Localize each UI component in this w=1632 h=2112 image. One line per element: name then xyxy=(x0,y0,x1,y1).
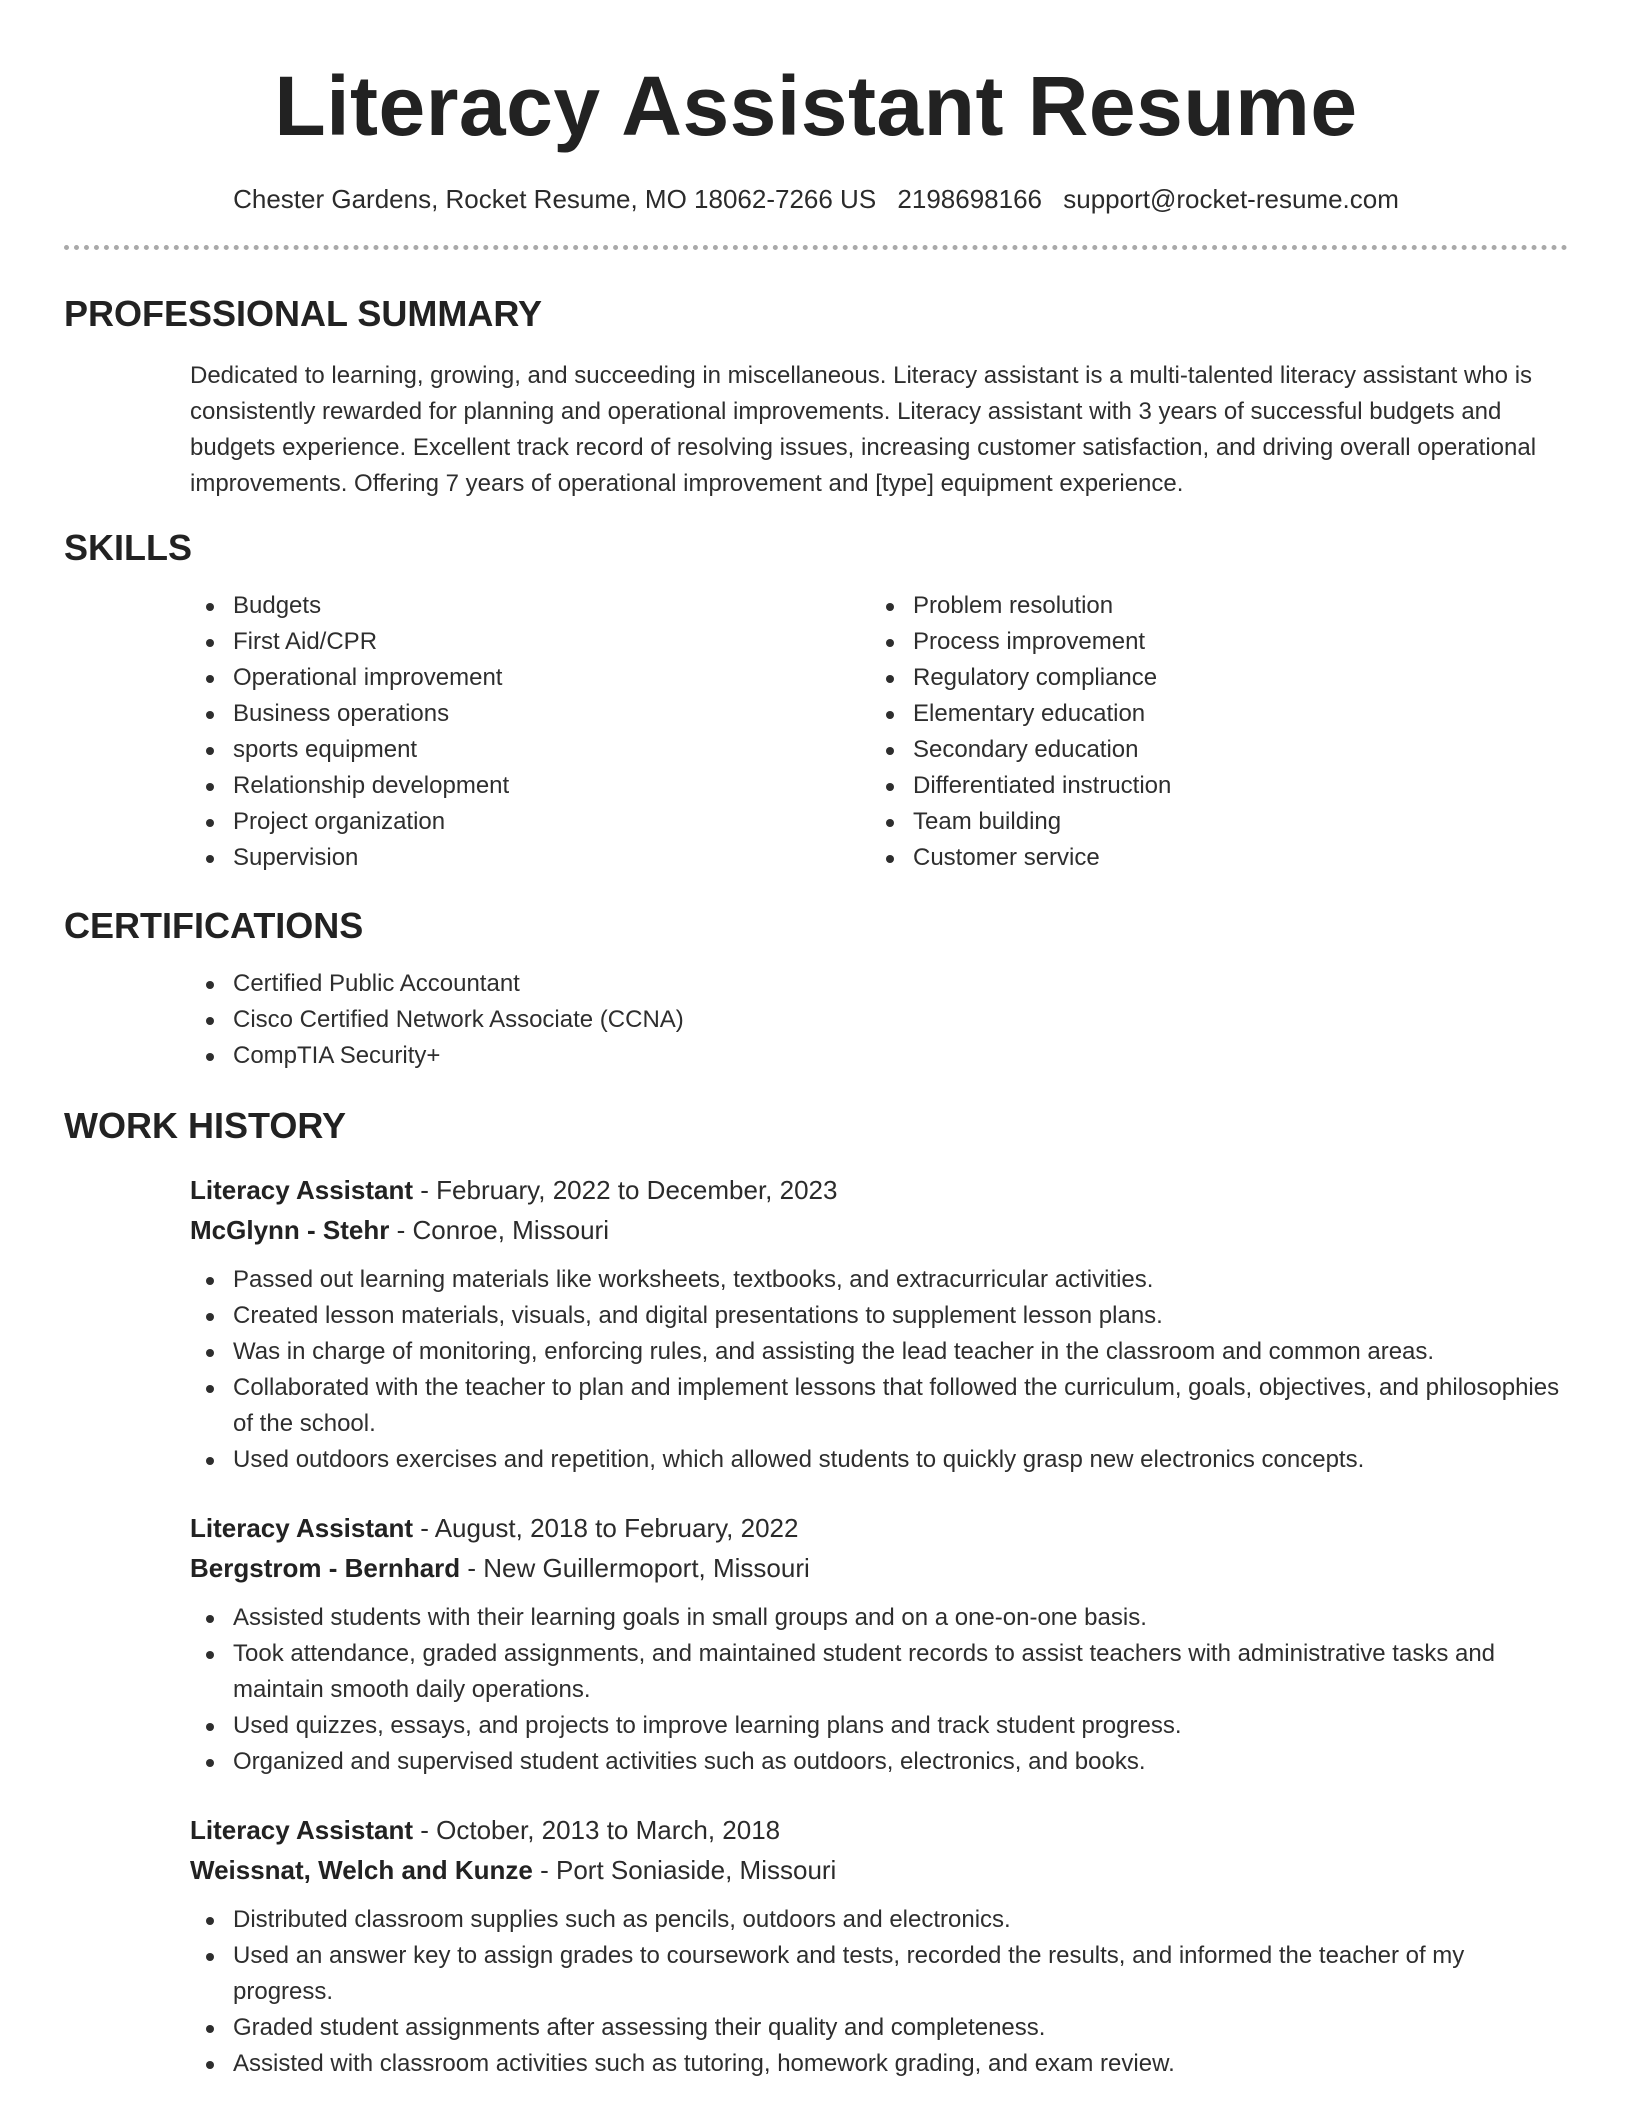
certification-item: Cisco Certified Network Associate (CCNA) xyxy=(190,1002,1568,1038)
skill-item: Budgets xyxy=(190,588,870,624)
skill-item: Process improvement xyxy=(870,624,1470,660)
skills-list-right xyxy=(870,588,1470,876)
contact-line xyxy=(64,182,1568,216)
job-bullet: Created lesson materials, visuals, and digital presentations to supplement lesson plans. xyxy=(190,1298,1568,1334)
job-company-line xyxy=(190,1548,1568,1588)
job-bullet: Organized and supervised student activities such as outdoors, electronics, and books. xyxy=(190,1744,1568,1780)
skill-item: Secondary education xyxy=(870,732,1470,768)
skill-item: Regulatory compliance xyxy=(870,660,1470,696)
job-entry xyxy=(190,1810,1568,2082)
certification-item: Certified Public Accountant xyxy=(190,966,1568,1002)
skill-item: Relationship development xyxy=(190,768,870,804)
header-divider xyxy=(64,245,1568,250)
job-location: - Conroe, Missouri xyxy=(389,1215,609,1245)
job-entry xyxy=(190,1508,1568,1780)
skill-item: Customer service xyxy=(870,840,1470,876)
job-bullet: Passed out learning materials like worksheets, textbooks, and extracurricular activities. xyxy=(190,1262,1568,1298)
job-company-line xyxy=(190,1850,1568,1890)
skills-heading: SKILLS xyxy=(64,527,193,568)
job-title-line xyxy=(190,1810,1568,1850)
job-bullet: Took attendance, graded assignments, and maintained student records to assist teachers with administrative tasks and maintain smooth daily operations. xyxy=(190,1636,1568,1708)
skill-item: Supervision xyxy=(190,840,870,876)
job-title: Literacy Assistant xyxy=(190,1175,414,1205)
job-location: - New Guillermoport, Missouri xyxy=(460,1553,810,1583)
job-bullet-list xyxy=(64,1902,1568,2082)
job-entry xyxy=(190,1170,1568,1478)
job-title: Literacy Assistant xyxy=(190,1815,414,1845)
skills-list-left xyxy=(190,588,870,876)
job-title-line xyxy=(190,1170,1568,1210)
job-dates: - October, 2013 to March, 2018 xyxy=(413,1815,781,1845)
skills-columns xyxy=(64,588,1568,876)
section-work-history xyxy=(64,1104,1568,2082)
resume-title: Literacy Assistant Resume xyxy=(274,59,1358,153)
job-bullet: Assisted with classroom activities such as tutoring, homework grading, and exam review. xyxy=(190,2046,1568,2082)
contact-phone: 2198698166 xyxy=(897,184,1043,214)
contact-email: support@rocket-resume.com xyxy=(1063,184,1399,214)
skill-item: Operational improvement xyxy=(190,660,870,696)
job-dates: - August, 2018 to February, 2022 xyxy=(413,1513,799,1543)
skill-item: Differentiated instruction xyxy=(870,768,1470,804)
job-company: McGlynn - Stehr xyxy=(190,1215,390,1245)
section-skills xyxy=(64,526,1568,876)
skill-item: Problem resolution xyxy=(870,588,1470,624)
job-bullet: Used an answer key to assign grades to coursework and tests, recorded the results, and informed the teacher of my progress. xyxy=(190,1938,1568,2010)
section-certifications xyxy=(64,904,1568,1074)
job-bullet: Used quizzes, essays, and projects to improve learning plans and track student progress. xyxy=(190,1708,1568,1744)
section-summary xyxy=(64,292,1568,502)
job-title: Literacy Assistant xyxy=(190,1513,414,1543)
skill-item: Team building xyxy=(870,804,1470,840)
summary-text: Dedicated to learning, growing, and succeeding in miscellaneous. Literacy assistant is a multi-talented literacy assistant who is consistently rewarded for planning and operational improvements. Literacy assistant with 3 years of successful budgets and budgets experience. Excellent track record of resolving issues, increasing customer satisfaction, and driving overall operational improvements. Offering 7 years of operational improvement and [type] equipment experience. xyxy=(190,362,1537,497)
job-bullet: Used outdoors exercises and repetition, which allowed students to quickly grasp new electronics concepts. xyxy=(190,1442,1568,1478)
job-bullet: Was in charge of monitoring, enforcing rules, and assisting the lead teacher in the classroom and common areas. xyxy=(190,1334,1568,1370)
certification-item: CompTIA Security+ xyxy=(190,1038,1568,1074)
skill-item: Business operations xyxy=(190,696,870,732)
job-bullet: Graded student assignments after assessing their quality and completeness. xyxy=(190,2010,1568,2046)
summary-heading: PROFESSIONAL SUMMARY xyxy=(64,293,543,334)
skill-item: Elementary education xyxy=(870,696,1470,732)
job-bullet: Collaborated with the teacher to plan and implement lessons that followed the curriculum, goals, objectives, and philosophies of the school. xyxy=(190,1370,1568,1442)
job-location: - Port Soniaside, Missouri xyxy=(532,1855,837,1885)
job-company: Bergstrom - Bernhard xyxy=(190,1553,461,1583)
contact-address: Chester Gardens, Rocket Resume, MO 18062-7266 US xyxy=(233,184,877,214)
skill-item: First Aid/CPR xyxy=(190,624,870,660)
certifications-heading: CERTIFICATIONS xyxy=(64,905,364,946)
certifications-list xyxy=(190,966,1568,1074)
job-bullet-list xyxy=(64,1600,1568,1780)
job-bullet: Distributed classroom supplies such as pencils, outdoors and electronics. xyxy=(190,1902,1568,1938)
job-company-line xyxy=(190,1210,1568,1250)
job-bullet-list xyxy=(64,1262,1568,1478)
job-company: Weissnat, Welch and Kunze xyxy=(190,1855,533,1885)
skill-item: Project organization xyxy=(190,804,870,840)
job-bullet: Assisted students with their learning goals in small groups and on a one-on-one basis. xyxy=(190,1600,1568,1636)
job-dates: - February, 2022 to December, 2023 xyxy=(413,1175,838,1205)
skill-item: sports equipment xyxy=(190,732,870,768)
work-history-heading: WORK HISTORY xyxy=(64,1105,347,1146)
job-title-line xyxy=(190,1508,1568,1548)
